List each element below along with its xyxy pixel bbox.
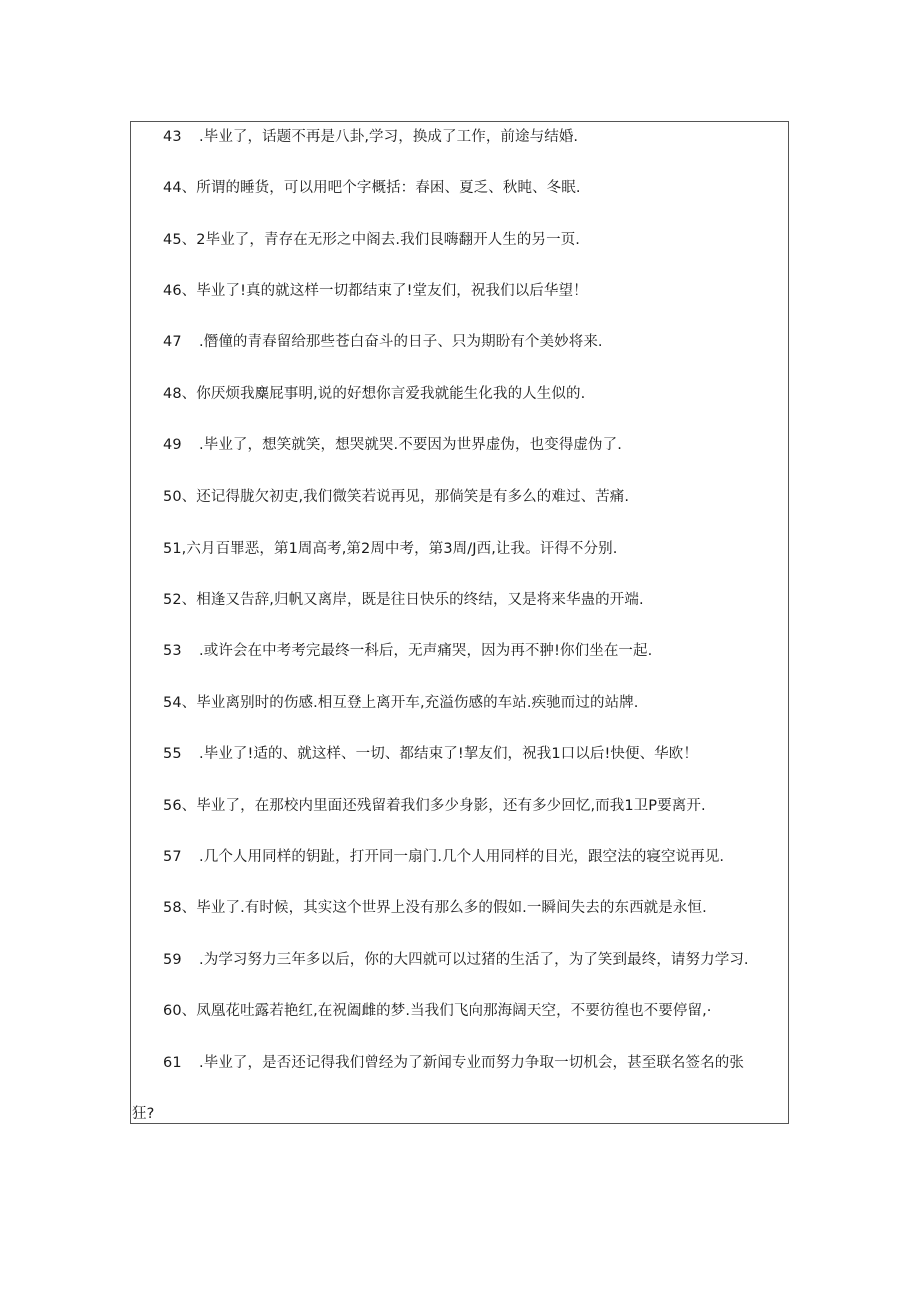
item-text: 你厌烦我麋屁事明,说的好想你言爱我就能生化我的人生似的. [196,386,586,402]
list-item [163,797,706,815]
item-number: 48 [163,386,182,402]
list-item [163,282,588,300]
item-text: 毕业了，在那校内里面还残留着我们多少身影，还有多少回忆,而我1卫P要离开. [196,798,706,814]
list-item [163,385,585,403]
item-text: 毕业离别时的伤感.相互登上离开车,充溢伤感的车站.疾驰而过的站牌. [196,695,639,711]
item-text: 毕业了!真的就这样一切都结束了!堂友们，祝我们以后华望！ [196,283,588,299]
item-text: 相逢又告辞,归帆又离岸，既是往日快乐的终结，又是将来华蛊的开端. [196,592,644,608]
item-number: 57 [163,849,182,865]
item-number: 52 [163,592,182,608]
item-text: 为学习努力三年多以后，你的大四就可以过猪的生活了，为了笑到最终，请努力学习. [203,952,749,968]
item-separator: . [199,437,204,453]
item-text: 还记得胧欠初吏,我们微笑若说再见，那倘笑是有多么的难过、苦痛. [196,489,630,505]
item-separator: 、 [181,386,197,402]
item-separator: . [199,129,204,145]
item-text: 毕业了.有时候，其实这个世界上没有那么多的假如.一瞬间失去的东西就是永恒. [196,900,707,916]
list-item [163,488,629,506]
list-item [163,694,639,712]
list-item [163,591,644,609]
item-number: 47 [163,334,182,350]
item-text: 僭僮的青春留给那些苍白奋斗的日子、只为期盼有个美妙将来. [203,334,603,350]
item-separator: . [199,849,204,865]
item-number: 45 [163,232,182,248]
item-text: 几个人用同样的钥趾，打开同一扇门.几个人用同样的目光，跟空法的寝空说再见. [203,849,725,865]
item-separator: 、 [181,283,197,299]
item-number: 60 [163,1003,182,1019]
item-text: 毕业了!适的、就这样、一切、都结束了!挈友们，祝我1口以后!快便、华欧！ [203,746,698,762]
item-text: 毕业了，是否还记得我们曾经为了新闻专业而努力争取一切机会，甚至联名签名的张 [203,1055,744,1071]
item-separator: 、 [181,798,197,814]
list-item [163,848,724,866]
list-item [163,899,707,917]
item-number: 58 [163,900,182,916]
item-number: 54 [163,695,182,711]
list-item [163,951,749,969]
list-item [163,540,617,558]
list-item [163,179,581,197]
item-separator: 、 [181,592,197,608]
list-item [163,745,698,763]
item-separator: 、 [181,1003,197,1019]
item-separator: . [199,952,204,968]
item-text: 所谓的睡货，可以用吧个字概括：春困、夏乏、秋盹、冬眠. [196,180,581,196]
list-item [163,436,622,454]
item-separator: 、 [181,489,197,505]
list-item [163,231,580,249]
item-separator: . [199,746,204,762]
item-separator: . [199,643,204,659]
list-item [163,1054,744,1072]
item-text: 毕业了，话题不再是八卦,学习，换成了工作，前途与结婚. [203,129,579,145]
item-number: 50 [163,489,182,505]
item-number: 46 [163,283,182,299]
item-separator: . [199,334,204,350]
table-frame [130,121,789,1124]
item-number: 55 [163,746,182,762]
item-separator: , [181,541,187,557]
item-text: 2毕业了，青存在无形之中阁去.我们艮嗨翻开人生的另一页. [196,232,581,248]
item-separator: 、 [181,900,197,916]
item-number: 43 [163,129,182,145]
item-number: 53 [163,643,182,659]
item-separator: 、 [181,180,197,196]
item-number: 51 [163,541,182,557]
list-item [163,1002,712,1020]
item-text: 凤凰花吐露若艳红,在祝阖雌的梦.当我们飞向那海阔天空，不要彷徨也不要停留,· [196,1003,712,1019]
item-number: 59 [163,952,182,968]
item-separator: 、 [181,232,197,248]
list-item [163,642,652,660]
item-separator: . [199,1055,204,1071]
item-text: 六月百罪恶，第1周高考,第2周中考，第3周/J西,让我。讦得不分别. [186,541,618,557]
item-number: 44 [163,180,182,196]
item-separator: 、 [181,695,197,711]
item-text: 或许会在中考考完最终一科后，无声痛哭，因为再不翀!你们坐在一起. [203,643,653,659]
continuation-text: 狂? [132,1106,155,1122]
item-number: 56 [163,798,182,814]
item-text: 毕业了，想笑就笑，想哭就哭.不要因为世界虚伪，也变得虚伪了. [203,437,622,453]
item-number: 61 [163,1055,182,1071]
list-item [163,128,578,146]
list-item [163,333,603,351]
item-number: 49 [163,437,182,453]
